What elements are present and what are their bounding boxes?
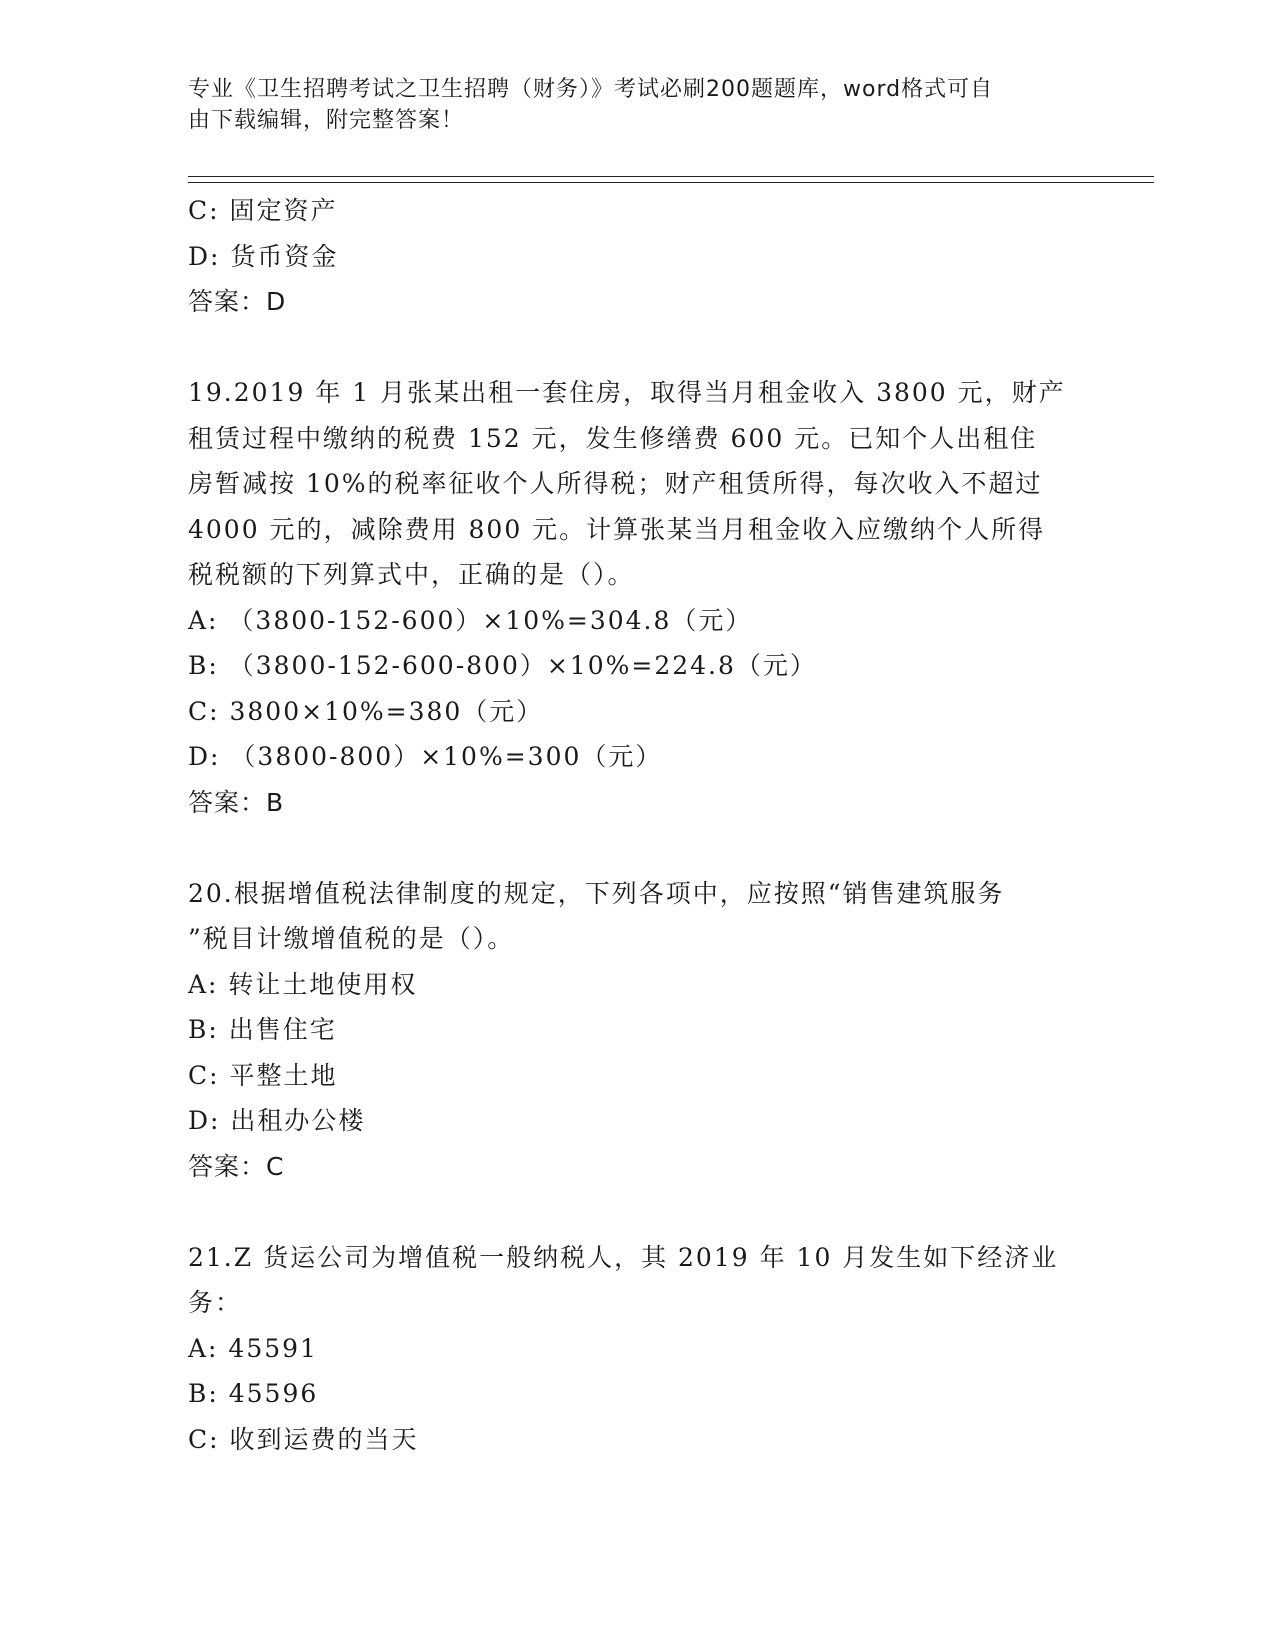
question-19 bbox=[188, 370, 1088, 825]
option-c: C: 收到运费的当天 bbox=[188, 1424, 419, 1454]
header-line-1: 专业《卫生招聘考试之卫生招聘（财务）》考试必刷200题题库，word格式可自 bbox=[188, 77, 994, 102]
document-header bbox=[188, 74, 1068, 136]
question-content bbox=[188, 188, 1088, 1462]
option-b: B: 出售住宅 bbox=[188, 1015, 337, 1044]
question-text-line: 税税额的下列算式中，正确的是（）。 bbox=[188, 560, 635, 589]
option-a: A: 45591 bbox=[188, 1333, 318, 1363]
question-text-line: 租赁过程中缴纳的税费 152 元，发生修缮费 600 元。已知个人出租住 bbox=[188, 423, 1038, 453]
option-a: A: （3800-152-600）×10%=304.8（元） bbox=[188, 605, 753, 635]
answer-line: 答案：D bbox=[188, 287, 287, 316]
question-text-line: 21.Z 货运公司为增值税一般纳税人，其 2019 年 10 月发生如下经济业 bbox=[188, 1242, 1059, 1272]
spacer bbox=[188, 1189, 1088, 1235]
question-21 bbox=[188, 1235, 1088, 1463]
option-c: C: 3800×10%=380（元） bbox=[188, 696, 544, 726]
option-b: B: 45596 bbox=[188, 1379, 319, 1408]
option-b: B: （3800-152-600-800）×10%=224.8（元） bbox=[188, 651, 817, 680]
spacer bbox=[188, 325, 1088, 371]
option-c: C: 平整土地 bbox=[188, 1060, 338, 1090]
question-text-line: 4000 元的，减除费用 800 元。计算张某当月租金收入应缴纳个人所得 bbox=[188, 514, 1046, 544]
header-divider-bottom bbox=[188, 182, 1154, 183]
option-d: D: 货币资金 bbox=[188, 241, 339, 271]
option-c: C: 固定资产 bbox=[188, 196, 338, 225]
question-text-line: 房暂减按 10%的税率征收个人所得税；财产租赁所得，每次收入不超过 bbox=[188, 469, 1043, 498]
header-divider-top bbox=[188, 176, 1154, 177]
answer-line: 答案：C bbox=[188, 1151, 285, 1181]
question-20 bbox=[188, 871, 1088, 1190]
question-text-line: 务： bbox=[188, 1288, 243, 1317]
answer-line: 答案：B bbox=[188, 787, 285, 817]
header-line-2: 由下载编辑，附完整答案！ bbox=[188, 108, 465, 133]
question-text-line: ”税目计缴增值税的是（）。 bbox=[188, 924, 515, 953]
spacer bbox=[188, 825, 1088, 871]
option-d: D: 出租办公楼 bbox=[188, 1106, 366, 1135]
question-text-line: 20.根据增值税法律制度的规定，下列各项中，应按照“销售建筑服务 bbox=[188, 878, 1005, 908]
option-a: A: 转让土地使用权 bbox=[188, 969, 418, 999]
question-text-line: 19.2019 年 1 月张某出租一套住房，取得当月租金收入 3800 元，财产 bbox=[188, 378, 1066, 407]
option-d: D: （3800-800）×10%=300（元） bbox=[188, 742, 663, 771]
